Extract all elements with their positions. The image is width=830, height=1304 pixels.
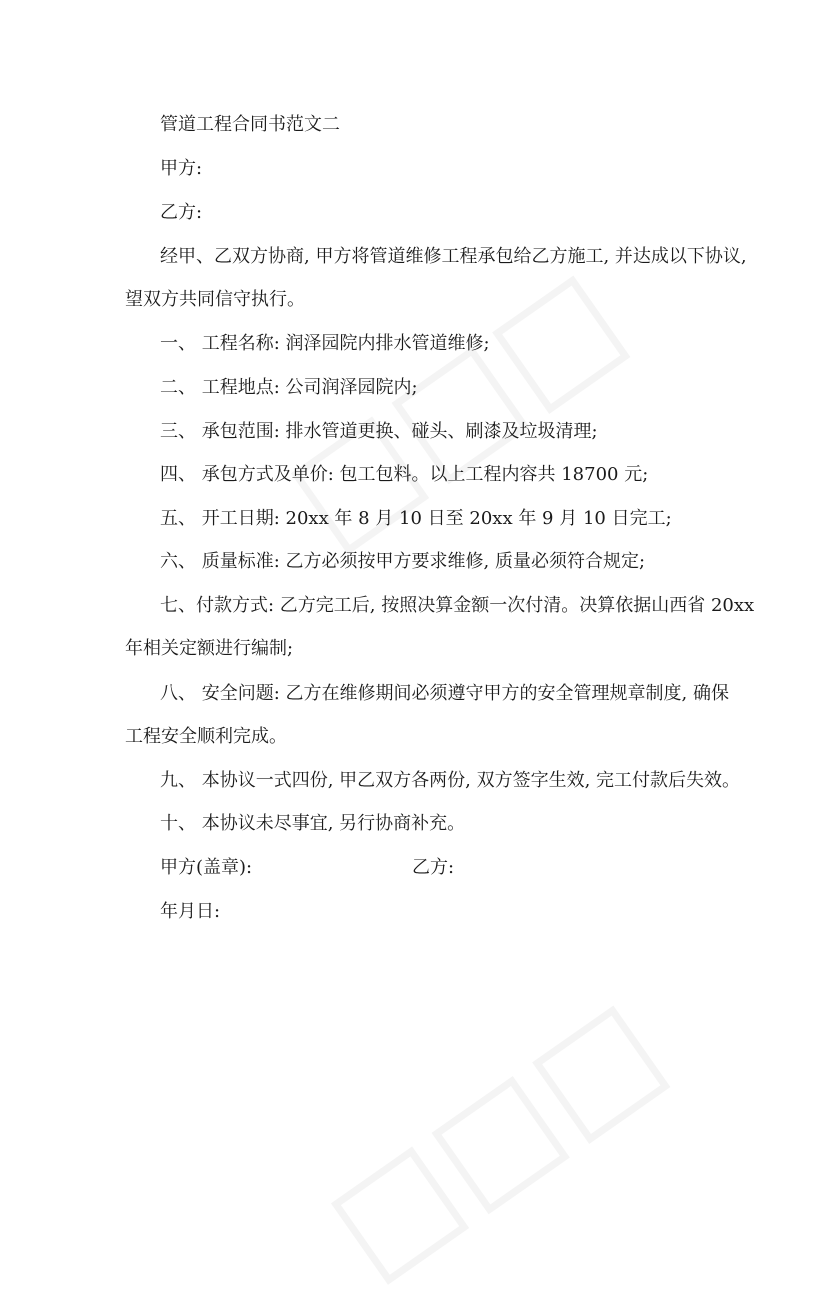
clause-2: 二、 工程地点: 公司润泽园院内; [160, 377, 418, 398]
party-b-label: 乙方: [160, 202, 203, 223]
clause-5: 五、 开工日期: 20xx 年 8 月 10 日至 20xx 年 9 月 10 日完工; [160, 508, 672, 529]
clause-6: 六、 质量标准: 乙方必须按甲方要求维修, 质量必须符合规定; [160, 551, 646, 572]
clause-9: 九、 本协议一式四份, 甲乙双方各两份, 双方签字生效, 完工付款后失效。 [160, 770, 741, 791]
clause-8-line-2: 工程安全顺利完成。 [125, 726, 287, 747]
signature-party-b: 乙方: [412, 857, 455, 878]
party-a-label: 甲方: [160, 158, 203, 179]
intro-paragraph-line-2: 望双方共同信守执行。 [125, 289, 305, 310]
clause-10: 十、 本协议未尽事宜, 另行协商补充。 [160, 813, 466, 834]
document-title: 管道工程合同书范文二 [160, 114, 340, 135]
clause-3: 三、 承包范围: 排水管道更换、碰头、刷漆及垃圾清理; [160, 421, 598, 442]
clause-1: 一、 工程名称: 润泽园院内排水管道维修; [160, 333, 490, 354]
clause-7-line-1: 七、付款方式: 乙方完工后, 按照决算金额一次付清。决算依据山西省 20xx [160, 595, 755, 616]
date-label: 年月日: [160, 901, 221, 922]
clause-4: 四、 承包方式及单价: 包工包料。以上工程内容共 18700 元; [160, 464, 649, 485]
clause-8-line-1: 八、 安全问题: 乙方在维修期间必须遵守甲方的安全管理规章制度, 确保 [160, 683, 729, 704]
clause-7-line-2: 年相关定额进行编制; [125, 638, 294, 659]
intro-paragraph-line-1: 经甲、乙双方协商, 甲方将管道维修工程承包给乙方施工, 并达成以下协议, [160, 246, 747, 267]
signature-party-a: 甲方(盖章): [160, 857, 253, 878]
